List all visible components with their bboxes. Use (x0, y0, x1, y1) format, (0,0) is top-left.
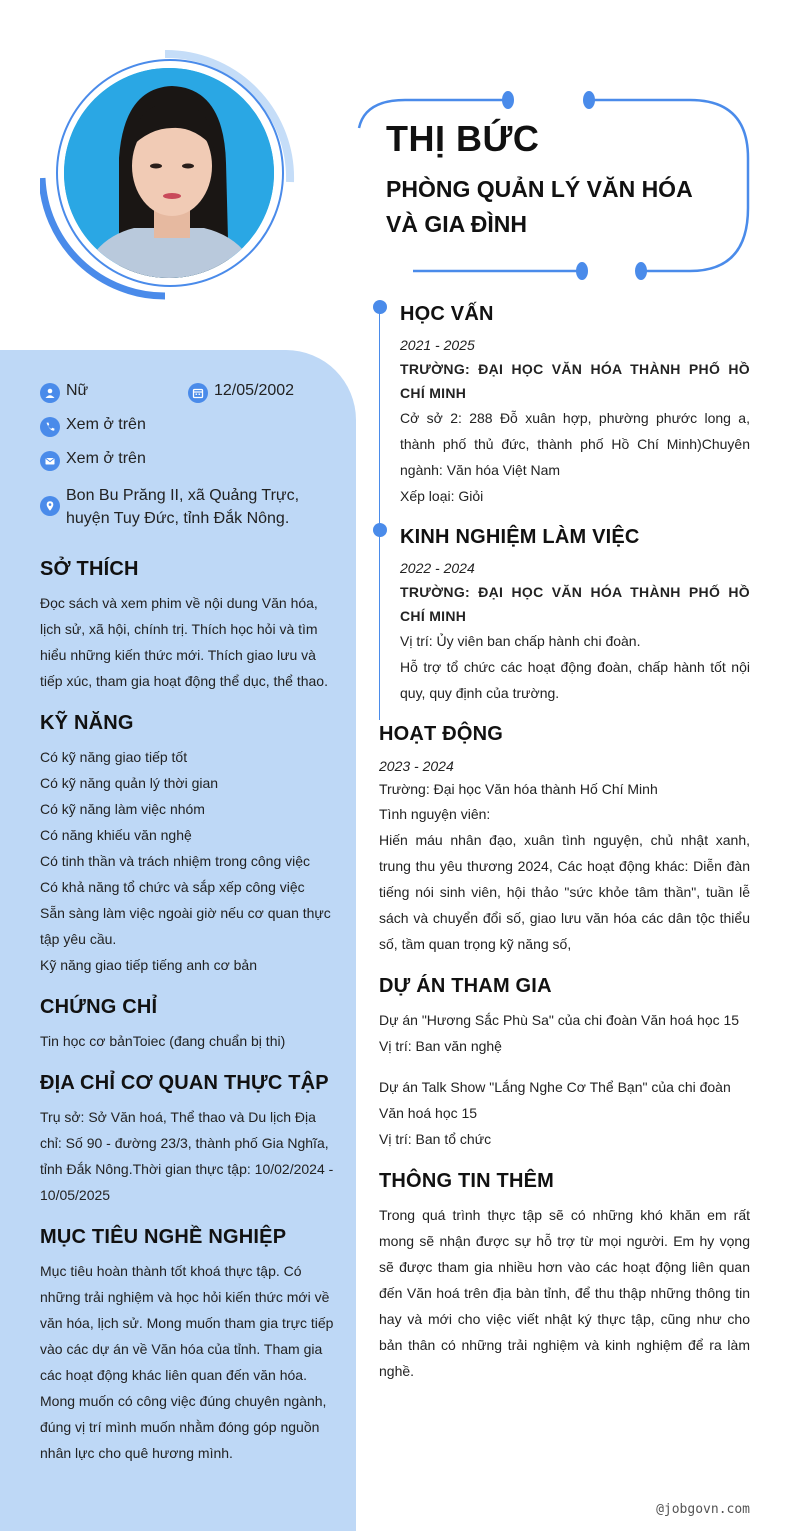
project-item (379, 1074, 750, 1152)
education-grade: Xếp loại: Giỏi (400, 488, 484, 504)
email-value[interactable]: Xem ở trên (66, 450, 146, 467)
address-row (40, 484, 340, 530)
project-name: Dự án Talk Show "Lắng Nghe Cơ Thể Bạn" của chi đoàn Văn hoá học 15 (379, 1079, 731, 1121)
internship-address-text: Trụ sở: Sở Văn hoá, Thể thao và Du lịch Địa chỉ: Số 90 - đường 23/3, thành phố Gia Nghĩa, tỉnh Đắk Nông.Thời gian thực tập: 10/02/2024 - 10/05/2025 (40, 1109, 334, 1203)
experience-detail: Hỗ trợ tổ chức các hoạt động đoàn, chấp hành tốt nội quy, quy định của trường. (400, 659, 750, 701)
gender-row (40, 382, 88, 403)
skill-item: Có năng khiếu văn nghệ (40, 827, 192, 843)
certificates-title: CHỨNG CHỈ (40, 996, 158, 1018)
hobbies-title: SỞ THÍCH (40, 558, 139, 580)
project-role: Vị trí: Ban văn nghệ (379, 1038, 502, 1054)
user-icon (40, 383, 60, 403)
timeline-line (379, 306, 380, 720)
phone-row (40, 416, 146, 437)
watermark: @jobgovn.com (656, 1502, 750, 1517)
skill-item: Sẵn sàng làm việc ngoài giờ nếu cơ quan thực tập yêu cầu. (40, 905, 331, 947)
experience-school: TRƯỜNG: ĐẠI HỌC VĂN HÓA THÀNH PHỐ HỒ CHÍ MINH (400, 584, 750, 624)
projects-title: DỰ ÁN THAM GIA (379, 975, 552, 997)
more-info-text: Trong quá trình thực tập sẽ có những khó khăn em rất mong sẽ nhận được sự hỗ trợ từ mọi người. Em hy vọng sẽ được tham gia nhiều hơn vào các hoạt động liên quan đến Văn hoá trên địa bàn tỉnh, để thu thập những thông tin hay và mới cho việc viết nhật ký thực tập, cũng như cho bản thân có những trải nghiệm và kinh nghiệm để ra làm nghề. (379, 1207, 750, 1379)
education-date: 2021 - 2025 (400, 337, 475, 353)
timeline-dot (373, 523, 387, 537)
education-title: HỌC VẤN (400, 303, 494, 325)
project-item (379, 1007, 750, 1059)
calendar-icon (188, 383, 208, 403)
mail-icon (40, 451, 60, 471)
activities-title: HOẠT ĐỘNG (379, 723, 504, 745)
career-goal-text: Mục tiêu hoàn thành tốt khoá thực tập. Có những trải nghiệm và học hỏi kiến thức mới về văn hóa, lịch sử. Mong muốn tham gia trực tiếp vào các dự án về Văn hóa của tỉnh. Tham gia các hoạt động khác liên quan đến văn hóa. Mong muốn có công việc đúng chuyên ngành, đúng vị trí mình muốn nhằm đóng góp nguồn nhân lực cho quê hương mình. (40, 1263, 334, 1461)
job-title: PHÒNG QUẢN LÝ VĂN HÓA VÀ GIA ĐÌNH (386, 176, 692, 237)
experience-date: 2022 - 2024 (400, 560, 475, 576)
skill-item: Có khả năng tổ chức và sắp xếp công việc (40, 879, 305, 895)
timeline-dot (373, 300, 387, 314)
location-pin-icon (40, 496, 60, 516)
activities-detail: Hiến máu nhân đạo, xuân tình nguyện, chủ nhật xanh, trung thu yêu thương 2024, Các hoạt động khác: Diễn đàn tiếng nói sinh viên, hội thảo "sức khỏe tâm thần", tuần lễ sách và chuyển đổi số, giao lưu văn hóa các dân tộc thiểu số, tầm quan trọng kỹ năng số, (379, 832, 750, 952)
more-info-title: THÔNG TIN THÊM (379, 1170, 555, 1192)
phone-icon (40, 417, 60, 437)
education-entry (400, 334, 750, 509)
birthdate-value: 12/05/2002 (214, 382, 295, 399)
project-role: Vị trí: Ban tổ chức (379, 1131, 492, 1147)
portrait-photo (64, 68, 274, 278)
avatar (40, 48, 300, 308)
internship-address-title: ĐỊA CHỈ CƠ QUAN THỰC TẬP (40, 1072, 329, 1094)
skill-item: Kỹ năng giao tiếp tiếng anh cơ bản (40, 957, 258, 973)
skill-item: Có kỹ năng quản lý thời gian (40, 775, 219, 791)
skill-item: Có tinh thần và trách nhiệm trong công việc (40, 853, 311, 869)
experience-entry (400, 557, 750, 706)
project-name: Dự án "Hương Sắc Phù Sa" của chi đoàn Văn hoá học 15 (379, 1012, 740, 1028)
certificates-text: Tin học cơ bảnToiec (đang chuẩn bị thi) (40, 1033, 286, 1049)
candidate-name: THỊ BỨC (386, 118, 540, 159)
education-school: TRƯỜNG: ĐẠI HỌC VĂN HÓA THÀNH PHỐ HỒ CHÍ MINH (400, 361, 750, 401)
experience-title: KINH NGHIỆM LÀM VIỆC (400, 526, 640, 548)
skill-item: Có kỹ năng làm việc nhóm (40, 801, 205, 817)
address-value: Bon Bu Prăng II, xã Quảng Trực, huyện Tuy Đức, tỉnh Đắk Nông. (66, 487, 300, 527)
activities-entry (379, 755, 750, 957)
gender-value: Nữ (66, 382, 89, 399)
birthdate-row (188, 382, 294, 403)
email-row (40, 450, 146, 471)
skills-title: KỸ NĂNG (40, 712, 134, 734)
activities-date: 2023 - 2024 (379, 758, 454, 774)
activities-volunteer: Tình nguyện viên: (379, 806, 491, 822)
skill-item: Có kỹ năng giao tiếp tốt (40, 749, 188, 765)
career-goal-title: MỤC TIÊU NGHỀ NGHIỆP (40, 1226, 287, 1248)
skills-list (40, 744, 335, 978)
experience-position: Vị trí: Ủy viên ban chấp hành chi đoàn. (400, 633, 641, 649)
projects-list (379, 1007, 750, 1152)
hobbies-text: Đọc sách và xem phim về nội dung Văn hóa, lịch sử, xã hội, chính trị. Thích học hỏi và tìm hiểu những kiến thức mới. Thích giao lưu và tiếp xúc, tham gia hoạt động thể dục, thể thao. (40, 595, 328, 689)
activities-school: Trường: Đại học Văn hóa thành Hố Chí Minh (379, 781, 658, 797)
phone-value[interactable]: Xem ở trên (66, 416, 146, 433)
education-detail: Cở sở 2: 288 Đỗ xuân hợp, phường phước long a, thành phố thủ đức, thành phố Hồ Chí Minh)Chuyên ngành: Văn hóa Việt Nam (400, 410, 750, 478)
